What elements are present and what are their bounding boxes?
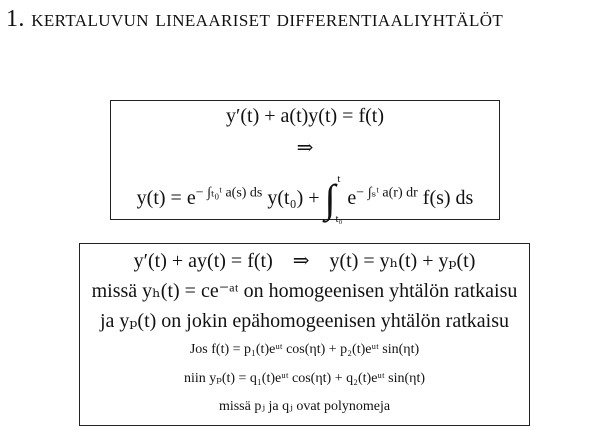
formula-box-general — [110, 100, 500, 226]
solution-lhs: y(t) = e — [136, 187, 196, 209]
constant-ode: y′(t) + ay(t) = f(t) — [133, 250, 273, 272]
exponent-1: − ∫ₜ₀ᵗ a(s) ds — [195, 185, 263, 201]
ode-equation: y′(t) + a(t)y(t) = f(t) — [226, 105, 384, 127]
implies-arrow-2: ⇒ — [292, 250, 310, 272]
integral-limits — [335, 173, 343, 226]
solution-decomposition: y(t) = yₕ(t) + yₚ(t) — [329, 250, 476, 272]
particular-solution-text: ja yₚ(t) on jokin epähomogeenisen yhtälön ratkaisu — [99, 310, 509, 332]
particular-ansatz-formula: niin yₚ(t) = q₁(t)eᵘᵗ cos(ηt) + q₂(t)eᵘᵗ sin(ηt) — [183, 371, 426, 386]
exponent-2: − ∫ₛᵗ a(r) dr — [356, 185, 418, 201]
integral-lower-limit: t₀ — [335, 213, 343, 226]
integral-sign: ∫ — [324, 176, 336, 221]
formula-box-constant — [79, 243, 530, 426]
implies-arrow: ⇒ — [296, 137, 314, 159]
solution-mid: y(t₀) + — [267, 187, 320, 209]
section-heading: 1. kertaluvun lineaariset differentiaaliyhtälöt — [6, 6, 504, 32]
constant-ode-line — [80, 248, 529, 273]
homogeneous-solution-text: missä yₕ(t) = ce⁻ᵃᵗ on homogeenisen yhtälön ratkaisu — [91, 280, 518, 302]
polynomial-note: missä pⱼ ja qⱼ ovat polynomeja — [218, 399, 391, 414]
forcing-term-formula: Jos f(t) = p₁(t)eᵘᵗ cos(ηt) + p₂(t)eᵘᵗ sin(ηt) — [189, 342, 420, 357]
integral-upper-limit: t — [337, 173, 341, 186]
solution-tail: f(s) ds — [422, 187, 474, 209]
general-solution-formula — [111, 167, 499, 226]
solution-e: e — [347, 187, 357, 209]
